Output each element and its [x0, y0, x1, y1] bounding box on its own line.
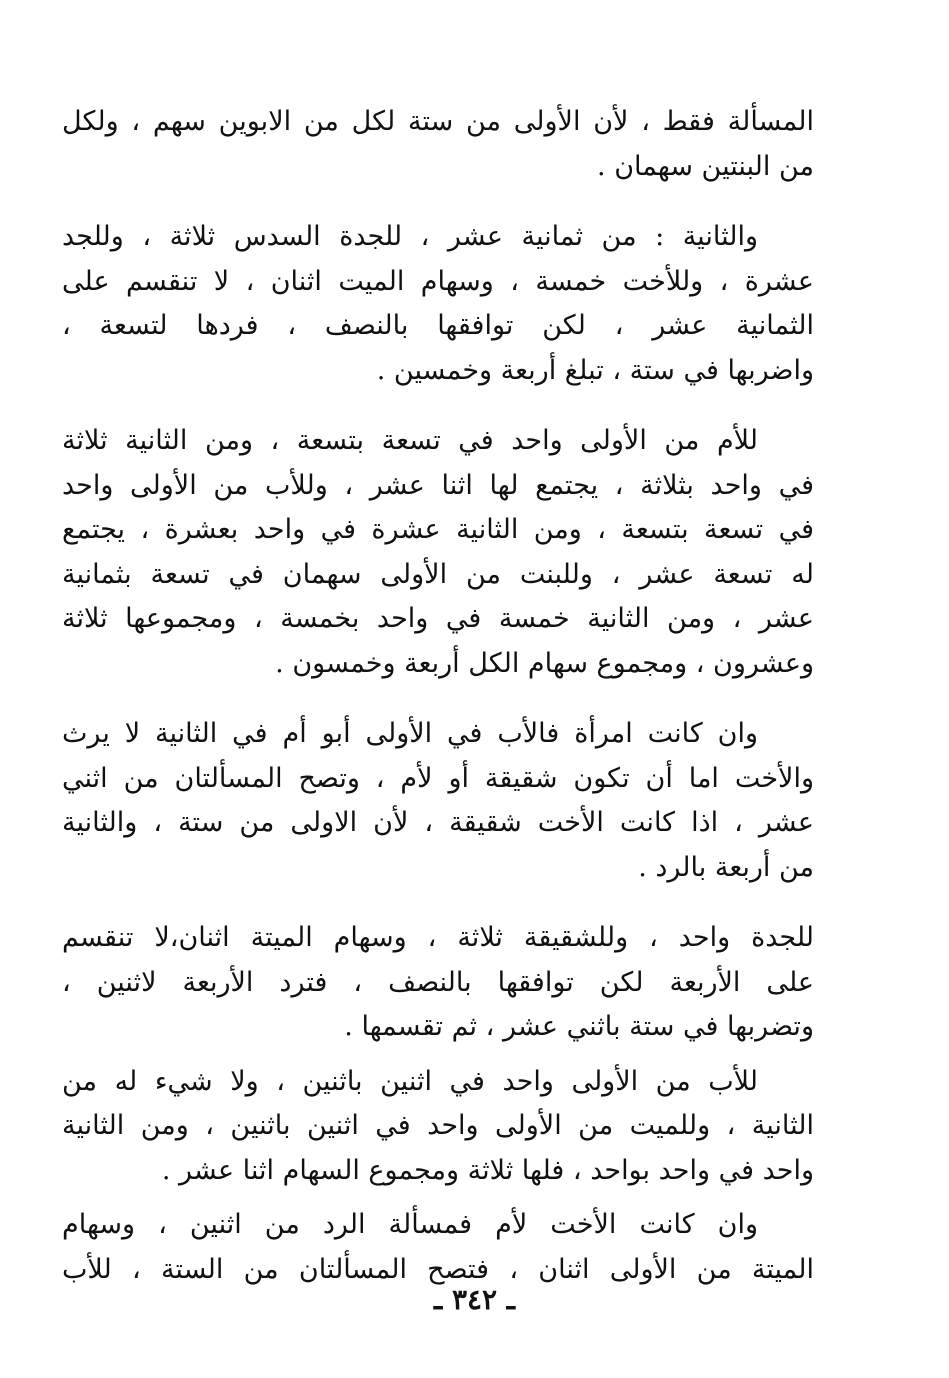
text-line: واحد في واحد بواحد ، فلها ثلاثة ومجموع السهام اثنا عشر . — [161, 1154, 814, 1186]
text-line: من البنتين سهمان . — [597, 150, 814, 182]
text-line: في واحد بثلاثة ، يجتمع لها اثنا عشر ، وللأب من الأولى واحد — [62, 469, 814, 501]
paragraph-3 — [62, 419, 814, 686]
text-line: وعشرون ، ومجموع سهام الكل أربعة وخمسون . — [275, 647, 814, 679]
text-line: وان كانت امرأة فالأب في الأولى أبو أم في الثانية لا يرث — [62, 718, 758, 749]
text-line: للأم من الأولى واحد في تسعة بتسعة ، ومن الثانية ثلاثة — [62, 425, 758, 456]
text-line: عشر ، ومن الثانية خمسة في واحد بخمسة ، ومجموعها ثلاثة — [62, 603, 814, 634]
paragraph-6 — [62, 1060, 814, 1194]
text-line: من أربعة بالرد . — [638, 851, 814, 883]
text-line: له تسعة عشر ، وللبنت من الأولى سهمان في تسعة بثمانية — [62, 558, 814, 590]
text-line: للأب من الأولى واحد في اثنين باثنين ، ولا شيء له من — [62, 1065, 758, 1097]
text-line: وتضربها في ستة باثني عشر ، ثم تقسمها . — [344, 1011, 814, 1042]
text-line: للجدة واحد ، وللشقيقة ثلاثة ، وسهام الميتة اثنان،لا تنقسم — [62, 922, 814, 953]
page-number: ـ ٣٤٢ ـ — [433, 1283, 516, 1316]
page-body — [62, 100, 814, 1292]
text-line: عشرة ، وللأخت خمسة ، وسهام الميت اثنان ، لا تنقسم على — [62, 265, 814, 297]
text-line: الثانية ، وللميت من الأولى واحد في اثنين باثنين ، ومن الثانية — [62, 1110, 814, 1141]
text-line: وان كانت الأخت لأم فمسألة الرد من اثنين ، وسهام — [62, 1209, 758, 1240]
paragraph-1 — [62, 100, 814, 189]
text-line: الميتة من الأولى اثنان ، فتصح المسألتان من الستة ، للأب — [62, 1253, 814, 1285]
text-line: عشر ، اذا كانت الأخت شقيقة ، لأن الاولى من ستة ، والثانية — [62, 807, 814, 838]
text-line: واضربها في ستة ، تبلغ أربعة وخمسين . — [376, 354, 814, 386]
paragraph-5 — [62, 916, 814, 1050]
paragraph-4 — [62, 712, 814, 890]
text-line: والأخت اما أن تكون شقيقة أو لأم ، وتصح المسألتان من اثني — [62, 762, 814, 794]
text-line: والثانية : من ثمانية عشر ، للجدة السدس ثلاثة ، وللجد — [62, 221, 758, 252]
paragraph-7 — [62, 1203, 814, 1292]
text-line: على الأربعة لكن توافقها بالنصف ، فترد الأربعة لاثنين ، — [62, 966, 814, 998]
text-line: المسألة فقط ، لأن الأولى من ستة لكل من الابوين سهم ، ولكل — [62, 106, 814, 137]
paragraph-2 — [62, 215, 814, 393]
text-line: في تسعة بتسعة ، ومن الثانية عشرة في واحد بعشرة ، يجتمع — [62, 514, 814, 545]
text-line: الثمانية عشر ، لكن توافقها بالنصف ، فردها لتسعة ، — [62, 310, 814, 341]
